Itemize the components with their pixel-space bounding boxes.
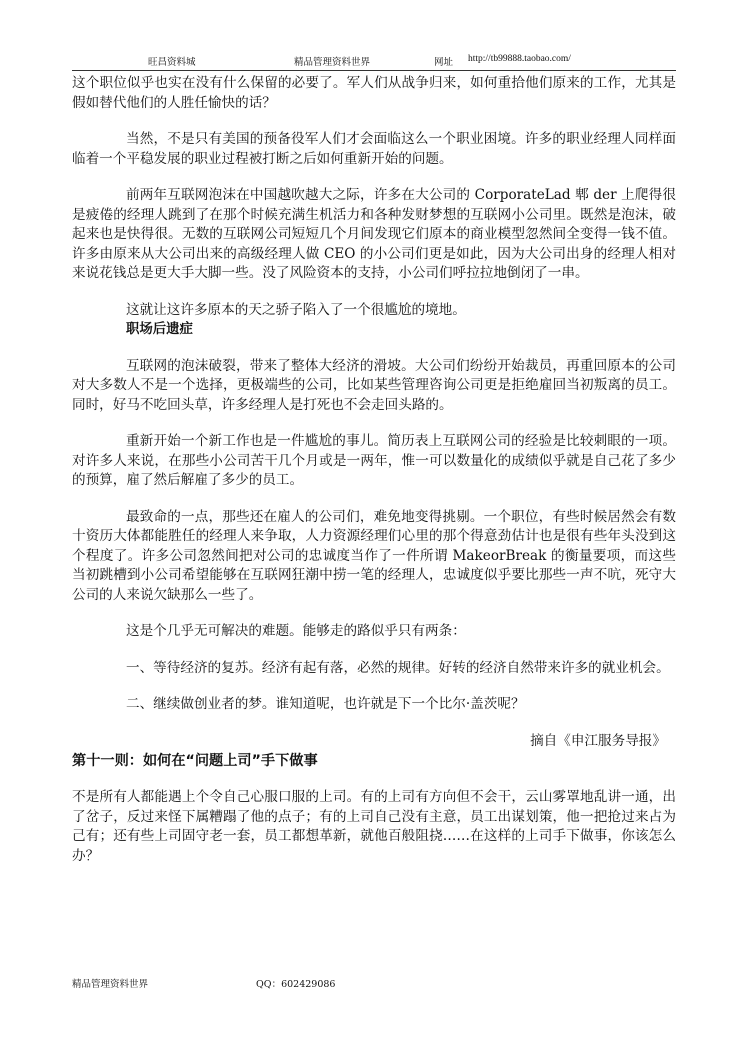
header-url-label: 网址 xyxy=(434,57,454,68)
chapter-title: 第十一则：如何在“问题上司”手下做事 xyxy=(72,753,318,769)
header-url-link[interactable]: http://tb99888.taobao.com/ xyxy=(468,54,571,64)
paragraph-7: 最致命的一点，那些还在雇人的公司们，难免地变得挑剔。一个职位，有些时候居然会有数十资历大体都能胜任的经理人来争取，人力资源经理们心里的那个得意劲估计也是很有些年头没到这个程度了。许多公司忽然间把对公司的忠诚度当作了一件所谓 MakeorBreak 的衡量要项，而这些当初跳槽到小公司希望能够在互联网狂潮中捞一笔的经理人，忠诚度似乎要比那些一声不吭，死守大公司的人来说欠缺那么一些了。 xyxy=(72,508,676,603)
paragraph-1: 这个职位似乎也实在没有什么保留的必要了。军人们从战争归来，如何重拾他们原来的工作，尤其是假如替代他们的人胜任愉快的话？ xyxy=(72,75,676,111)
page-header xyxy=(72,54,676,71)
paragraph-9: 一、等待经济的复苏。经济有起有落，必然的规律。好转的经济自然带来许多的就业机会。 xyxy=(126,659,670,676)
paragraph-8: 这是个几乎无可解决的难题。能够走的路似乎只有两条： xyxy=(126,623,466,639)
paragraph-6: 重新开始一个新工作也是一件尴尬的事儿。简历表上互联网公司的经验是比较刺眼的一项。对许多人来说，在那些小公司苦干几个月或是一两年，惟一可以数量化的成绩似乎就是自己花了多少的预算，雇了然后解雇了多少的员工。 xyxy=(72,433,676,488)
header-middle-text: 精品管理资料世界 xyxy=(294,57,371,68)
paragraph-2: 当然，不是只有美国的预备役军人们才会面临这么一个职业困境。许多的职业经理人同样面临着一个平稳发展的职业过程被打断之后如何重新开始的问题。 xyxy=(72,131,676,167)
paragraph-11: 不是所有人都能遇上个令自己心服口服的上司。有的上司有方向但不会干，云山雾罩地乱讲一通，出了岔子，反过来怪下属糟蹋了他的点子；有的上司自己没有主意，员工出谋划策，他一把抢过来占为己有；还有些上司固守老一套，员工都想革新，就他百般阻挠……在这样的上司手下做事，你该怎么办？ xyxy=(72,789,676,864)
section-heading: 职场后遗症 xyxy=(126,322,193,337)
page-footer xyxy=(72,976,336,990)
footer-left-text: 精品管理资料世界 xyxy=(72,979,149,990)
paragraph-3: 前两年互联网泡沫在中国越吹越大之际，许多在大公司的 CorporateLad 郫 der 上爬得很是疲倦的经理人跳到了在那个时候充满生机活力和各种发财梦想的互联网小公司里。既然是泡沫，破起来也是快得很。无数的互联网公司短短几个月间发现它们原本的商业模型忽然间全变得一钱不值。许多由原来从大公司出来的高级经理人做 CEO 的小公司们更是如此，因为大公司出身的经理人相对来说花钱总是更大手大脚一些。没了风险资本的支持，小公司们呼拉拉地倒闭了一串。 xyxy=(72,187,676,281)
paragraph-4: 这就让这许多原本的天之骄子陷入了一个很尴尬的境地。 xyxy=(126,301,466,318)
document-body xyxy=(72,74,676,866)
paragraph-5: 互联网的泡沫破裂，带来了整体大经济的滑坡。大公司们纷纷开始裁员，再重回原本的公司对大多数人不是一个选择，更极端些的公司，比如某些管理咨询公司更是拒绝雇回当初叛离的员工。同时，好马不吃回头草，许多经理人是打死也不会走回头路的。 xyxy=(72,357,676,413)
source-citation: 摘自《申江服务导报》 xyxy=(530,732,666,749)
header-left-text: 旺昌资料城 xyxy=(148,57,196,68)
footer-qq-text: QQ：602429086 xyxy=(256,979,336,990)
paragraph-10: 二、继续做创业者的梦。谁知道呢，也许就是下一个比尔·盖茨呢？ xyxy=(126,696,525,712)
